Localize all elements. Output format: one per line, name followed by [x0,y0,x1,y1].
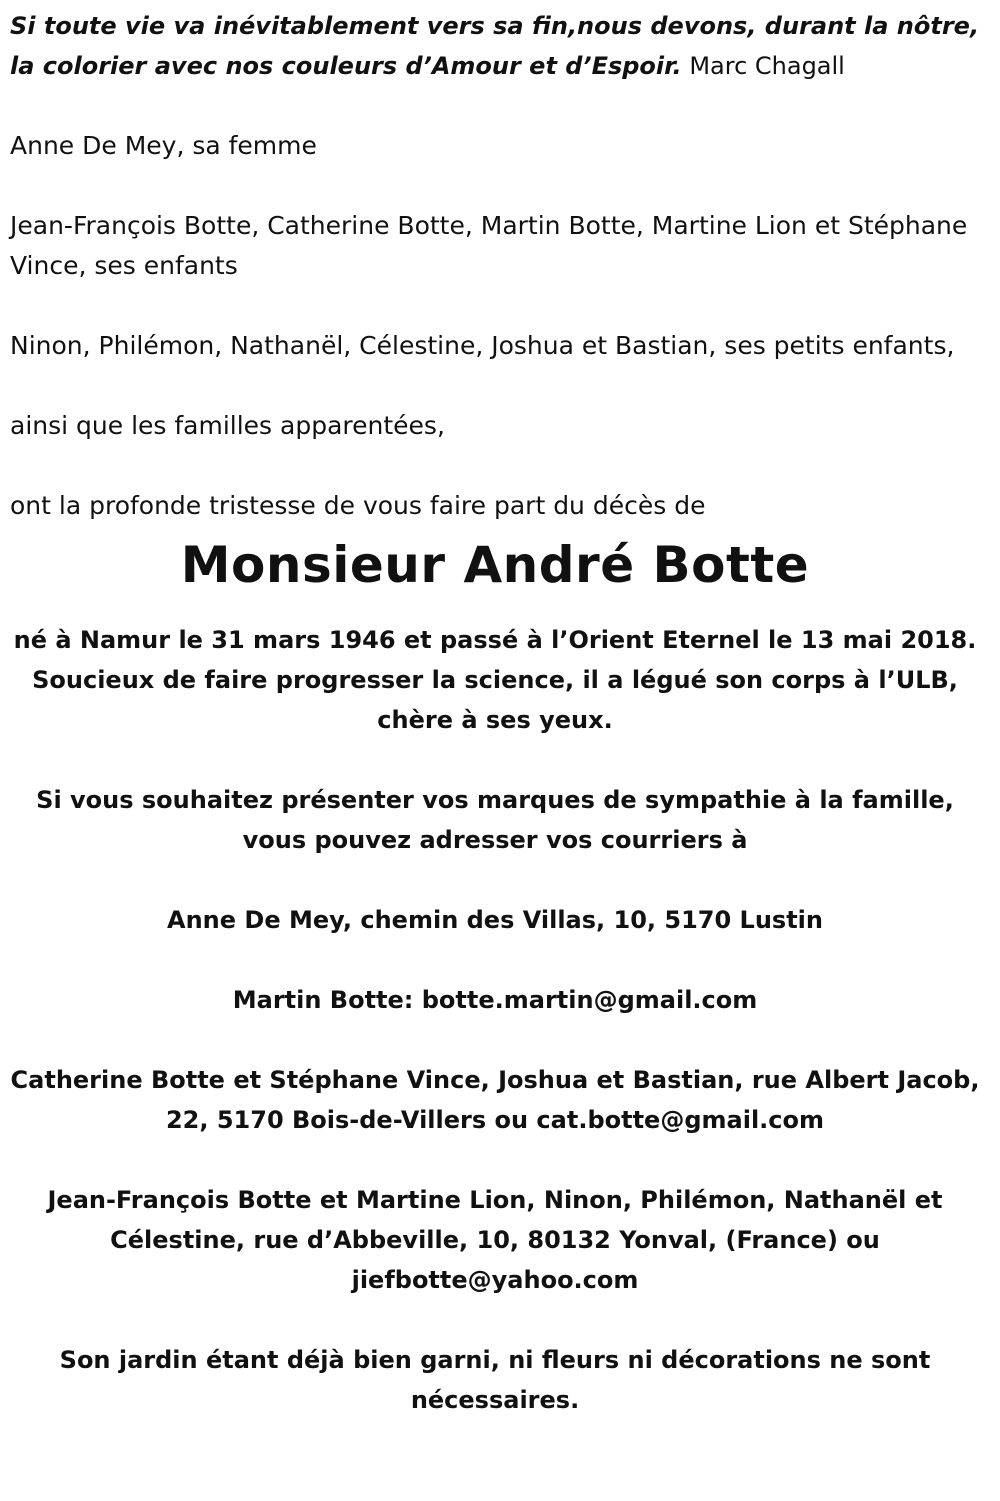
children-line: Jean-François Botte, Catherine Botte, Martin Botte, Martine Lion et Stéphane Vince, ses enfants [10,211,968,280]
quote-author: Marc Chagall [689,52,845,80]
deceased-name: Monsieur André Botte [180,536,810,594]
address-anne: Anne De Mey, chemin des Villas, 10, 5170 Lustin [167,906,823,934]
contact-martin: Martin Botte: botte.martin@gmail.com [232,986,758,1014]
flowers-note: Son jardin étant déjà bien garni, ni fleurs ni décorations ne sont nécessaires. [59,1346,931,1414]
contact-jean-francois: Jean-François Botte et Martine Lion, Ninon, Philémon, Nathanël et Célestine, rue d’Abbeville, 10, 80132 Yonval, (France) ou jiefbotte@yahoo.com [47,1186,943,1294]
announcement-line: ont la profonde tristesse de vous faire part du décès de [10,491,706,520]
obituary-page [10,6,980,1420]
sympathy-intro: Si vous souhaitez présenter vos marques de sympathie à la famille, vous pouvez adresser vos courriers à [36,786,954,854]
birth-death-details: né à Namur le 31 mars 1946 et passé à l’Orient Eternel le 13 mai 2018. Soucieux de faire progresser la science, il a légué son corps à l’ULB, chère à ses yeux. [13,626,977,734]
quote-text: Si toute vie va inévitablement vers sa fin,nous devons, durant la nôtre, la colorier avec nos couleurs d’Amour et d’Espoir. [10,12,980,80]
relatives-line: ainsi que les familles apparentées, [10,411,445,440]
grandchildren-line: Ninon, Philémon, Nathanël, Célestine, Joshua et Bastian, ses petits enfants, [10,331,955,360]
contact-catherine: Catherine Botte et Stéphane Vince, Joshua et Bastian, rue Albert Jacob, 22, 5170 Bois-de-Villers ou cat.botte@gmail.com [10,1066,980,1134]
wife-line: Anne De Mey, sa femme [10,131,317,160]
epigraph-quote [10,6,980,86]
